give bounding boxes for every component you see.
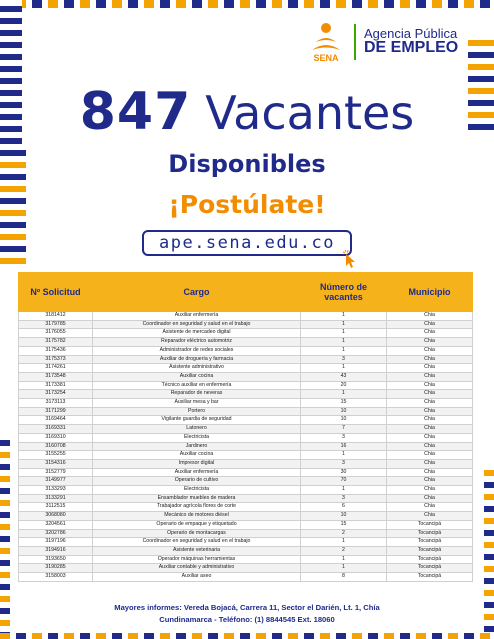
- table-row: [19, 451, 473, 460]
- cell-municipality: Chia: [387, 372, 473, 381]
- cell-position: Auxiliar enfermería: [93, 468, 301, 477]
- logo-text: [364, 27, 458, 57]
- cell-request-number: 3160708: [19, 442, 93, 451]
- cell-vacancies: 2: [301, 546, 387, 555]
- cell-position: Portero: [93, 407, 301, 416]
- cell-request-number: 3175373: [19, 355, 93, 364]
- cell-vacancies: 16: [301, 442, 387, 451]
- cell-request-number: 3175436: [19, 346, 93, 355]
- logo-line2: DE EMPLEO: [364, 39, 459, 57]
- cell-position: Auxiliar aseo: [93, 573, 301, 582]
- cell-municipality: Tocancipá: [387, 573, 473, 582]
- top-stripe-band: [0, 0, 494, 8]
- cell-municipality: Tocancipá: [387, 564, 473, 573]
- cell-municipality: Chia: [387, 407, 473, 416]
- cell-position: Auxiliar cocina: [93, 451, 301, 460]
- cell-request-number: 3133291: [19, 494, 93, 503]
- cell-request-number: 3169310: [19, 433, 93, 442]
- cell-request-number: 3175782: [19, 338, 93, 347]
- footer-line2: Cundinamarca - Teléfono: (1) 8844545 Ext. 18060: [159, 615, 335, 624]
- cell-vacancies: 20: [301, 381, 387, 390]
- table-row: [19, 425, 473, 434]
- cell-vacancies: 1: [301, 338, 387, 347]
- table-row: [19, 390, 473, 399]
- table-row: [19, 312, 473, 321]
- table-row: [19, 381, 473, 390]
- cell-municipality: Tocancipá: [387, 555, 473, 564]
- cell-position: Operador máquinas herramientas: [93, 555, 301, 564]
- cell-municipality: Chia: [387, 477, 473, 486]
- cell-vacancies: 10: [301, 416, 387, 425]
- cell-position: Técnico auxiliar en enfermería: [93, 381, 301, 390]
- cell-vacancies: 3: [301, 459, 387, 468]
- cell-vacancies: 1: [301, 329, 387, 338]
- cell-request-number: 3068080: [19, 512, 93, 521]
- cell-position: Asistente de mercadeo digital: [93, 329, 301, 338]
- cell-request-number: 3158003: [19, 573, 93, 582]
- cell-municipality: Chia: [387, 503, 473, 512]
- cell-vacancies: 1: [301, 486, 387, 495]
- cell-vacancies: 10: [301, 407, 387, 416]
- header-position: Cargo: [93, 273, 301, 312]
- vacancy-word: Vacantes: [205, 86, 415, 140]
- table-row: [19, 433, 473, 442]
- table-row: [19, 364, 473, 373]
- table-row: [19, 555, 473, 564]
- table-row: [19, 346, 473, 355]
- cell-vacancies: 15: [301, 399, 387, 408]
- cell-vacancies: 1: [301, 346, 387, 355]
- cell-vacancies: 70: [301, 477, 387, 486]
- cell-position: Administrador de redes sociales: [93, 346, 301, 355]
- cell-request-number: 3173113: [19, 399, 93, 408]
- cell-municipality: Chia: [387, 486, 473, 495]
- table-row: [19, 372, 473, 381]
- cell-vacancies: 1: [301, 320, 387, 329]
- cell-vacancies: 1: [301, 555, 387, 564]
- cell-municipality: Tocancipá: [387, 520, 473, 529]
- cell-position: Coordinador en seguridad y salud en el trabajo: [93, 320, 301, 329]
- contact-footer: [0, 602, 494, 626]
- bottom-stripe-band: [0, 633, 494, 639]
- cell-vacancies: 15: [301, 520, 387, 529]
- cell-request-number: 3197196: [19, 538, 93, 547]
- cell-request-number: 3179785: [19, 320, 93, 329]
- cell-request-number: 3169331: [19, 425, 93, 434]
- cell-municipality: Chia: [387, 494, 473, 503]
- cell-municipality: Tocancipá: [387, 546, 473, 555]
- table-header-row: [19, 273, 473, 312]
- cell-request-number: 3154316: [19, 459, 93, 468]
- table-row: [19, 486, 473, 495]
- vacancy-count: 847: [79, 82, 192, 142]
- cell-position: Asistente administrativo: [93, 364, 301, 373]
- header-vacancies: Número de vacantes: [301, 273, 387, 312]
- table-row: [19, 546, 473, 555]
- table-row: [19, 320, 473, 329]
- cell-position: Vigilante guardia de seguridad: [93, 416, 301, 425]
- cell-request-number: 3173254: [19, 390, 93, 399]
- cell-vacancies: 1: [301, 538, 387, 547]
- sena-logo-icon: [302, 20, 350, 64]
- cell-municipality: Chia: [387, 399, 473, 408]
- cell-vacancies: 1: [301, 312, 387, 321]
- cell-position: Mecánico de motores diésel: [93, 512, 301, 521]
- cell-municipality: Chia: [387, 433, 473, 442]
- table-row: [19, 468, 473, 477]
- cell-municipality: Chia: [387, 459, 473, 468]
- cell-vacancies: 7: [301, 425, 387, 434]
- table-row: [19, 529, 473, 538]
- table-row: [19, 520, 473, 529]
- cell-position: Auxiliar contable y administrativo: [93, 564, 301, 573]
- table-row: [19, 503, 473, 512]
- headline: [0, 82, 494, 142]
- cell-position: Ensamblador muebles de madera: [93, 494, 301, 503]
- table-row: [19, 573, 473, 582]
- table-row: [19, 538, 473, 547]
- header-municipality: Municipio: [387, 273, 473, 312]
- cell-municipality: Chia: [387, 468, 473, 477]
- cell-position: Electricista: [93, 486, 301, 495]
- cell-position: Trabajador agrícola flores de corte: [93, 503, 301, 512]
- cell-municipality: Chia: [387, 512, 473, 521]
- click-cursor-icon: [342, 250, 360, 270]
- cell-municipality: Chia: [387, 425, 473, 434]
- cell-request-number: 3190285: [19, 564, 93, 573]
- cell-vacancies: 30: [301, 468, 387, 477]
- table-row: [19, 494, 473, 503]
- table-row: [19, 399, 473, 408]
- cell-municipality: Chia: [387, 355, 473, 364]
- cell-request-number: 3173381: [19, 381, 93, 390]
- cell-vacancies: 1: [301, 364, 387, 373]
- table-row: [19, 564, 473, 573]
- cell-vacancies: 1: [301, 451, 387, 460]
- cell-municipality: Chia: [387, 320, 473, 329]
- cell-vacancies: 1: [301, 564, 387, 573]
- table-row: [19, 329, 473, 338]
- cell-position: Auxiliar mesa y bar: [93, 399, 301, 408]
- cell-request-number: 3202786: [19, 529, 93, 538]
- cell-request-number: 3174261: [19, 364, 93, 373]
- footer-line1: Mayores informes: Vereda Bojacá, Carrera 11, Sector el Darién, Lt. 1, Chía: [114, 603, 380, 612]
- cell-vacancies: 43: [301, 372, 387, 381]
- cell-municipality: Tocancipá: [387, 538, 473, 547]
- website-url: ape.sena.edu.co: [158, 233, 336, 253]
- vacancies-table: [18, 272, 472, 582]
- table-row: [19, 512, 473, 521]
- cell-position: Coordinador en seguridad y salud en el trabajo: [93, 538, 301, 547]
- cell-municipality: Chia: [387, 451, 473, 460]
- logo-divider: [354, 24, 356, 60]
- cell-municipality: Chia: [387, 442, 473, 451]
- cell-request-number: 3171299: [19, 407, 93, 416]
- cell-request-number: 3204561: [19, 520, 93, 529]
- cell-request-number: 3194916: [19, 546, 93, 555]
- header-request-number: Nº Solicitud: [19, 273, 93, 312]
- cell-request-number: 3181412: [19, 312, 93, 321]
- cell-request-number: 3193650: [19, 555, 93, 564]
- cell-request-number: 3152779: [19, 468, 93, 477]
- sena-brand-text: SENA: [313, 53, 339, 63]
- subtitle: Disponibles: [168, 150, 326, 178]
- cell-municipality: Tocancipá: [387, 529, 473, 538]
- website-link[interactable]: [142, 230, 352, 256]
- table-row: [19, 338, 473, 347]
- cell-municipality: Chia: [387, 312, 473, 321]
- table-row: [19, 442, 473, 451]
- cell-position: Operario de montacargas: [93, 529, 301, 538]
- logo-line1: Agencia Pública: [364, 25, 458, 41]
- cell-request-number: 3149977: [19, 477, 93, 486]
- cell-position: Electricista: [93, 433, 301, 442]
- cell-position: Auxiliar enfermería: [93, 312, 301, 321]
- table-row: [19, 477, 473, 486]
- cell-vacancies: 10: [301, 512, 387, 521]
- cell-vacancies: 8: [301, 573, 387, 582]
- cell-request-number: 3155255: [19, 451, 93, 460]
- cell-position: Reparador eléctrico automotriz: [93, 338, 301, 347]
- cell-request-number: 3169464: [19, 416, 93, 425]
- cell-position: Auxiliar de droguería y farmacia: [93, 355, 301, 364]
- cell-vacancies: 6: [301, 503, 387, 512]
- cell-request-number: 3173548: [19, 372, 93, 381]
- cell-vacancies: 2: [301, 529, 387, 538]
- cell-municipality: Chia: [387, 329, 473, 338]
- cell-request-number: 3176055: [19, 329, 93, 338]
- cell-position: Jardinero: [93, 442, 301, 451]
- cell-request-number: 3133293: [19, 486, 93, 495]
- table-row: [19, 416, 473, 425]
- cell-position: Operario de empaque y etiquetado: [93, 520, 301, 529]
- cell-position: Impresor digital: [93, 459, 301, 468]
- cell-position: Operario de cultivo: [93, 477, 301, 486]
- cell-vacancies: 3: [301, 494, 387, 503]
- cell-position: Reparador de neveras: [93, 390, 301, 399]
- cell-municipality: Chia: [387, 381, 473, 390]
- cell-municipality: Chia: [387, 346, 473, 355]
- cell-request-number: 3112515: [19, 503, 93, 512]
- cell-municipality: Chia: [387, 364, 473, 373]
- table-row: [19, 459, 473, 468]
- table-row: [19, 355, 473, 364]
- cell-municipality: Chia: [387, 338, 473, 347]
- agency-logo: [302, 20, 472, 64]
- cell-position: Asistente veterinaria: [93, 546, 301, 555]
- cell-municipality: Chia: [387, 390, 473, 399]
- cell-vacancies: 3: [301, 355, 387, 364]
- call-to-action: ¡Postúlate!: [168, 190, 326, 219]
- cell-position: Auxiliar cocina: [93, 372, 301, 381]
- table-row: [19, 407, 473, 416]
- cell-vacancies: 3: [301, 433, 387, 442]
- cell-municipality: Chia: [387, 416, 473, 425]
- cell-vacancies: 1: [301, 390, 387, 399]
- cell-position: Latonero: [93, 425, 301, 434]
